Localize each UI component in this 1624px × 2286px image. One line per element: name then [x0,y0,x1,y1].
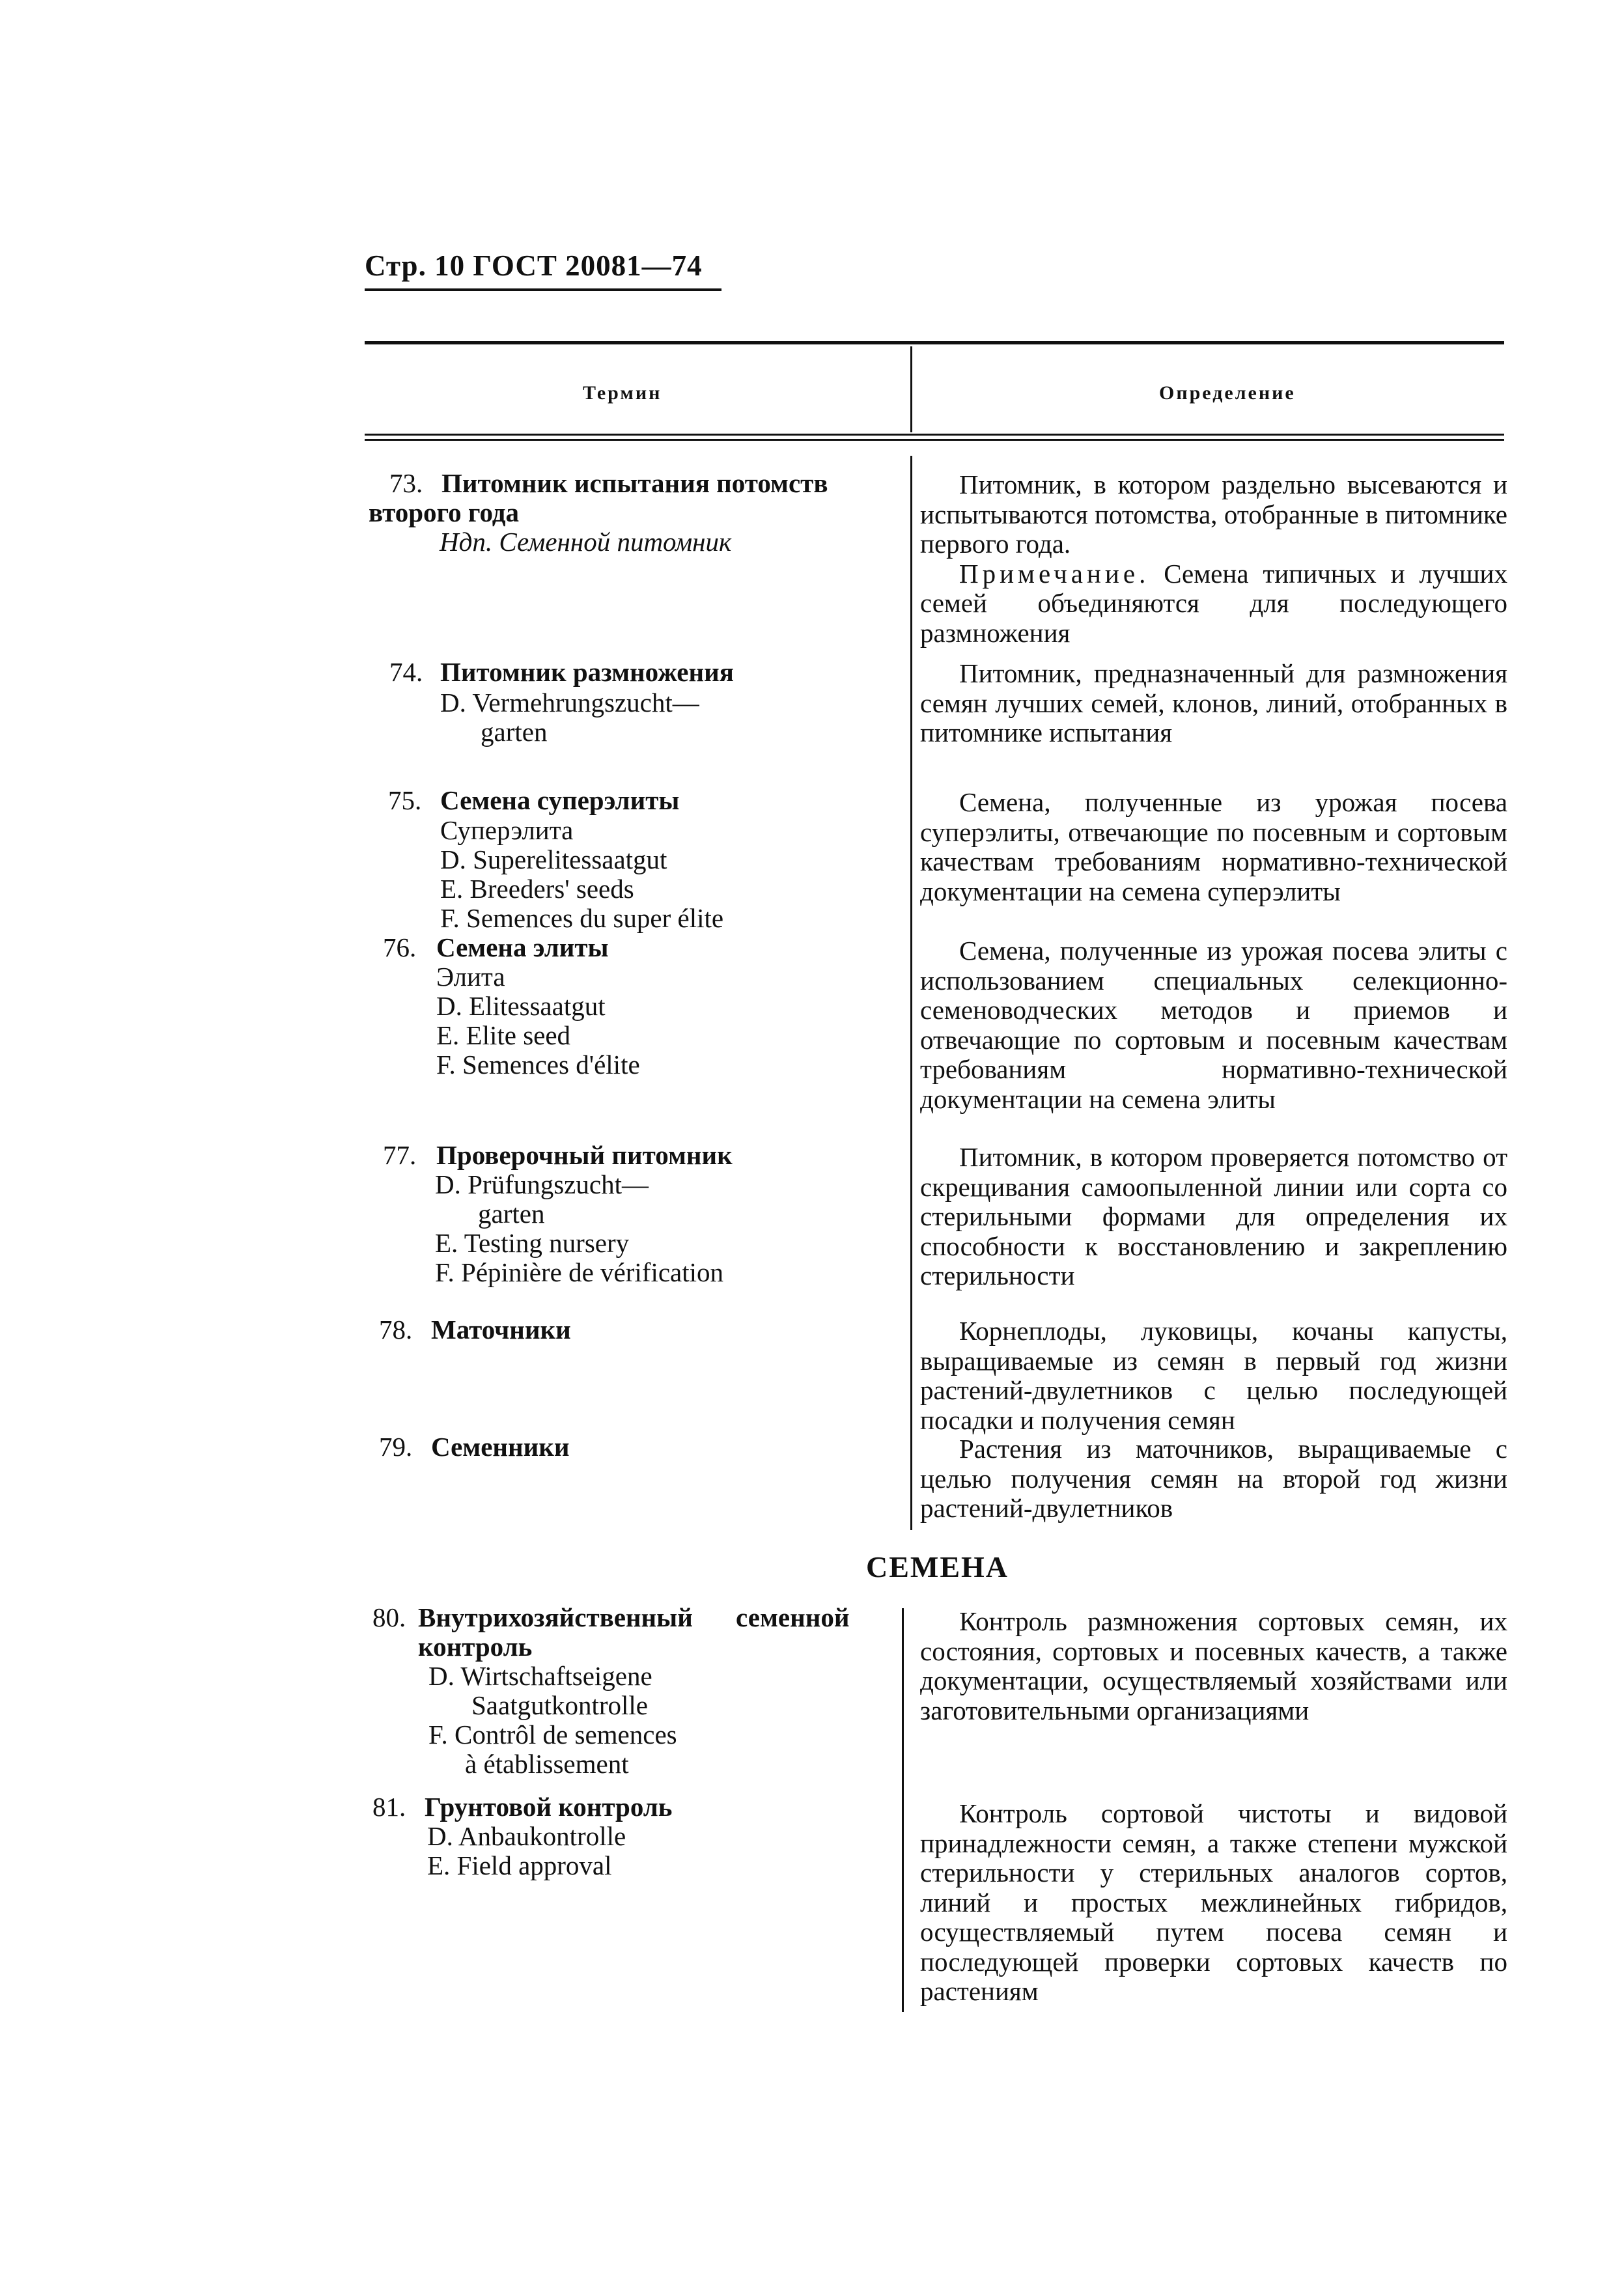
column-header-definition: Определение [1159,382,1296,404]
definition: Корнеплоды, луковицы, кочаны капусты, выращиваемые из семян в первый год жизни растений-двулетников с целью последующей посадки и получения семян [920,1316,1507,1435]
running-header: Стр. 10 ГОСТ 20081—74 [365,249,703,282]
term-number: 74. [389,657,423,687]
table-head-rule-1 [365,434,1504,436]
term-foreign-equivalent: F. Contrôl de semences [428,1720,677,1749]
term-foreign-equivalent: garten [478,1199,545,1229]
definition: Питомник, предназначенный для размножения семян лучших семей, клонов, линий, отобранных в питомнике испытания [920,658,1507,747]
definition: Питомник, в котором раздельно высеваются и испытываются потомства, отобранные в питомнике первого года. Примечание. Семена типичных и лучших семей объединяются для последующего размножения [920,469,1507,648]
term-foreign-equivalent: E. Elite seed [436,1020,571,1050]
term-foreign-equivalent: F. Semences d'élite [436,1050,640,1080]
definition: Питомник, в котором проверяется потомство от скрещивания самоопыленной линии или сорта со стерильными формами для определения их способности к восстановлению и закреплению стерильности [920,1142,1507,1290]
term-foreign-equivalent: E. Testing nursery [435,1228,630,1258]
section-title: СЕМЕНА [866,1550,1009,1583]
term-title: Грунтовой контроль [425,1792,673,1822]
term-foreign-equivalent: D. Elitessaatgut [436,991,606,1021]
term-title-continued: второго года [369,497,520,527]
term-number: 73. [389,468,423,498]
note-text: Семена типичных и лучших семей объединяются для последующего размножения [920,558,1507,648]
header-underline [365,288,721,291]
term-number: 79. [379,1432,413,1462]
term-foreign-equivalent: D. Vermehrungszucht— [440,688,699,718]
definition: Контроль размножения сортовых семян, их состояния, сортовых и посевных качеств, а также документации, осуществляемый хозяйствами или заготовительными организациями [920,1606,1507,1725]
term-synonym: Элита [436,962,505,992]
term-foreign-equivalent: Saatgutkontrolle [471,1690,649,1720]
term-foreign-equivalent: D. Superelitessaatgut [440,844,667,874]
term-foreign-equivalent: E. Breeders' seeds [440,874,634,904]
term-title: Питомник испытания потомств [441,468,828,498]
term-foreign-equivalent: F. Semences du super élite [440,903,724,933]
term-title: Питомник размножения [440,657,734,687]
definition: Растения из маточников, выращиваемые с целью получения семян на второй год жизни растений-двулетников [920,1434,1507,1523]
term-number: 75. [388,785,422,815]
table-head-rule-2 [365,439,1504,441]
term-foreign-equivalent: D. Prüfungszucht— [435,1169,649,1199]
column-divider-upper [910,456,912,1530]
term-foreign-equivalent: à établissement [465,1749,629,1779]
term-number: 76. [383,932,417,962]
term-number: 80. [372,1602,406,1632]
term-title: Семенники [431,1432,570,1462]
column-header-terms: Термин [583,382,662,404]
term-title: Маточники [431,1315,571,1345]
term-title: Семена элиты [436,932,609,962]
term-number: 78. [379,1315,413,1345]
term-foreign-equivalent: garten [481,717,548,747]
term-foreign-equivalent: F. Pépinière de vérification [435,1257,724,1287]
term-number: 77. [383,1140,417,1170]
column-divider-header [910,346,912,432]
term-number: 81. [372,1792,406,1822]
note-label: Примечание. [959,558,1150,589]
term-foreign-equivalent: D. Wirtschaftseigene [428,1661,652,1691]
column-divider-lower [902,1608,904,2012]
term-foreign-equivalent: E. Field approval [427,1850,612,1880]
definition: Семена, полученные из урожая посева элиты с использованием специальных селекционно-семеноводческих методов и приемов и отвечающие по сортовым и посевным качествам требованиям нормативно-технической документации на семена элиты [920,936,1507,1114]
term-title: Внутрихозяйственный семенной [418,1602,850,1632]
term-synonym: Ндп. Семенной питомник [440,527,732,557]
definition: Семена, полученные из урожая посева суперэлиты, отвечающие по посевным и сортовым качествам требованиям нормативно-технической документации на семена суперэлиты [920,787,1507,906]
term-title-continued: контроль [418,1632,533,1662]
term-foreign-equivalent: D. Anbaukontrolle [427,1821,626,1851]
term-title: Проверочный питомник [436,1140,733,1170]
term-title: Семена суперэлиты [440,785,680,815]
table-top-rule [365,341,1504,344]
term-synonym: Суперэлита [440,815,574,845]
definition: Контроль сортовой чистоты и видовой принадлежности семян, а также степени мужской стерильности у стерильных аналогов сортов, линий и простых межлинейных гибридов, осуществляемый путем посева семян и последующей проверки сортовых качеств по растениям [920,1798,1507,2006]
